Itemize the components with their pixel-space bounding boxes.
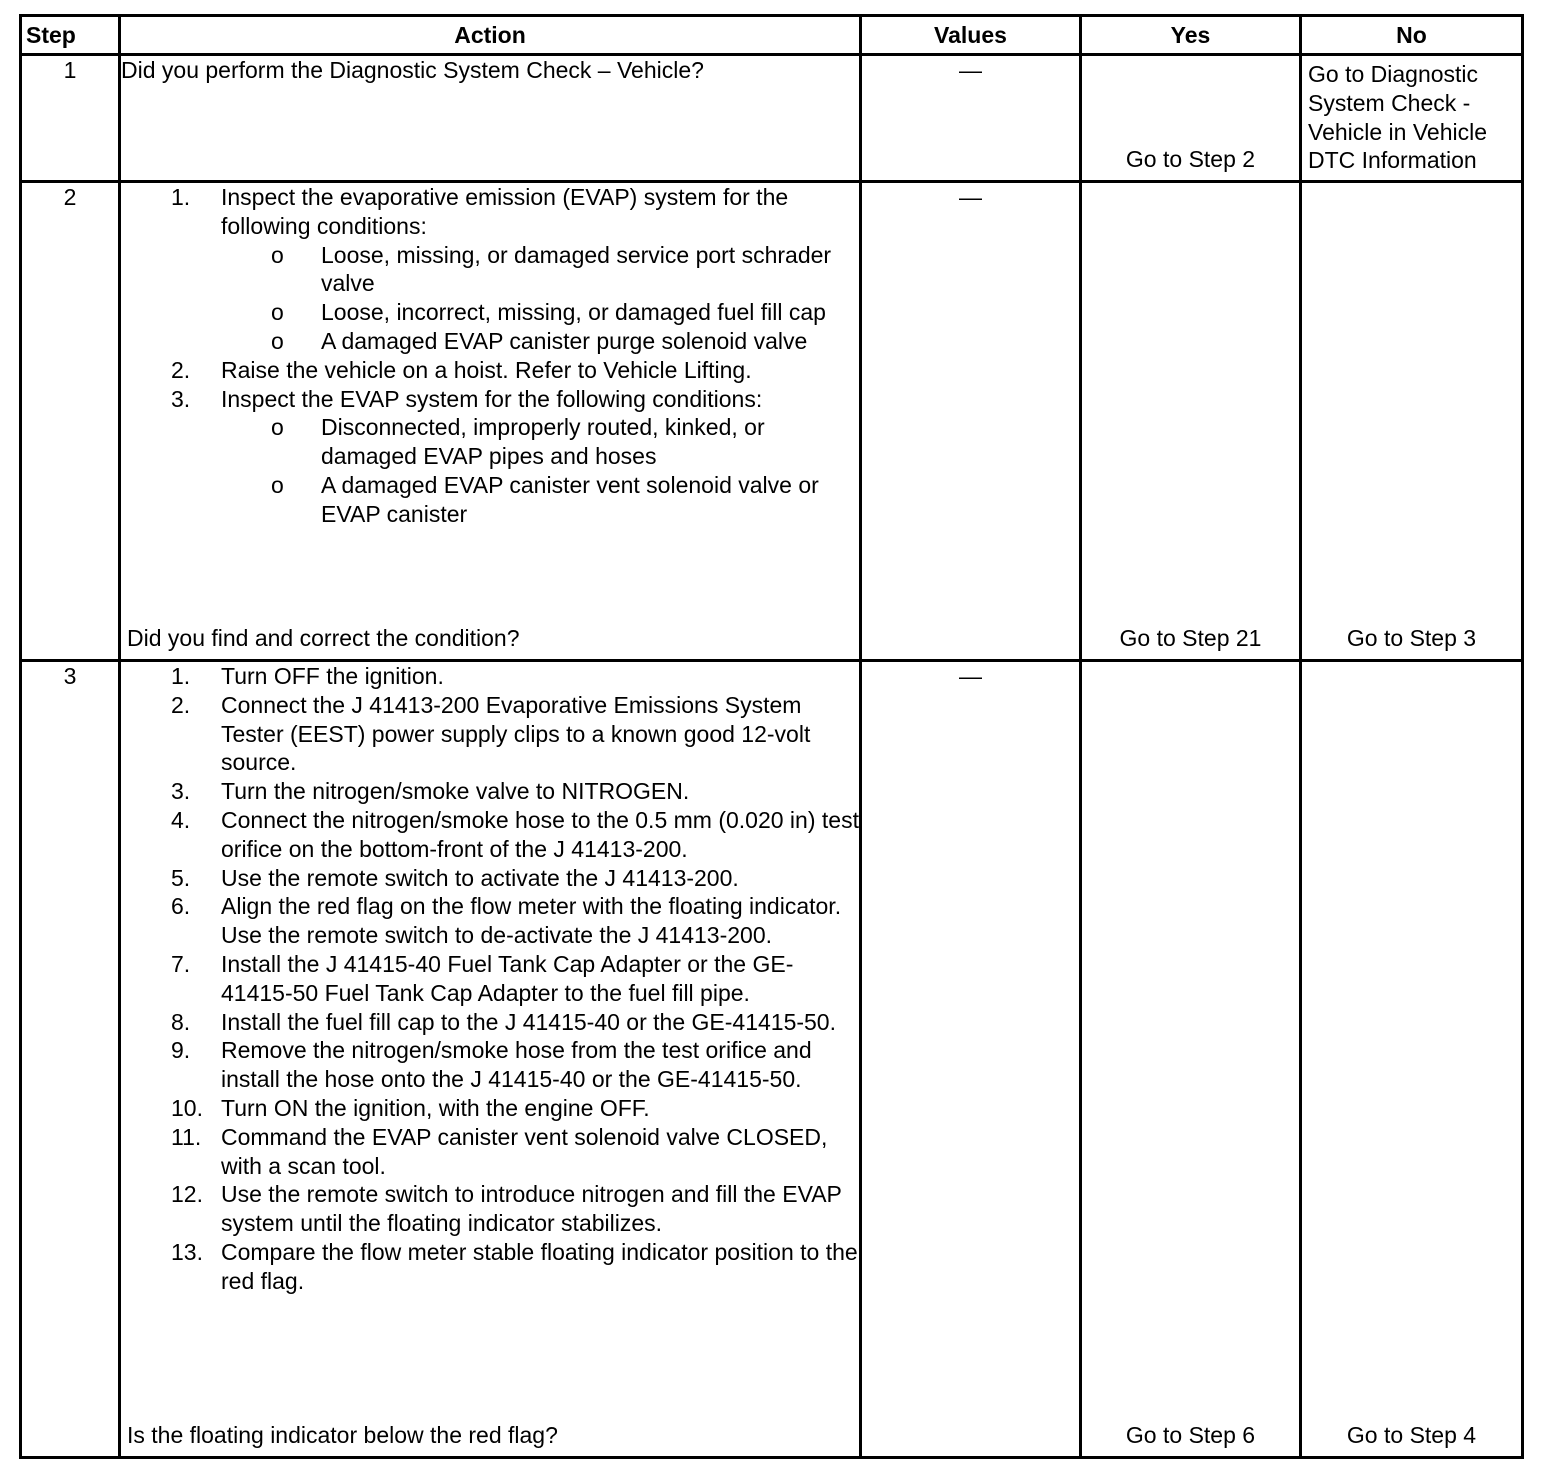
table-row [21,182,1523,661]
table-row [21,55,1523,182]
procedure-step [121,864,859,893]
action-cell [120,661,861,1458]
yes-answer: Go to Step 6 [1125,1422,1256,1449]
procedure-step [121,1238,859,1296]
step-number: 3 [21,661,120,1458]
procedure-step [121,806,859,864]
procedure-step-text: Use the remote switch to introduce nitrogen and fill the EVAP system until the floating indicator stabilizes. [221,1181,842,1237]
procedure-step-text: Install the fuel fill cap to the J 41415-40 or the GE-41415-50. [221,1008,836,1035]
procedure-step-text: Connect the J 41413-200 Evaporative Emissions System Tester (EEST) power supply clips to a known good 12-volt source. [221,691,811,776]
values-cell: — [861,182,1081,661]
condition-item [221,241,859,299]
procedure-step [121,1180,859,1238]
procedure-step-text: Command the EVAP canister vent solenoid valve CLOSED, with a scan tool. [221,1123,828,1179]
no-answer-line: DTC Information [1308,147,1477,174]
procedure-step-text: Turn ON the ignition, with the engine OFF. [221,1094,650,1121]
yes-cell [1081,661,1301,1458]
procedure-step [121,892,859,950]
procedure-step-text: Remove the nitrogen/smoke hose from the test orifice and install the hose onto the J 41415-40 or the GE-41415-50. [221,1037,812,1093]
procedure-step-number: 1. [171,663,191,689]
yes-answer: Go to Step 21 [1119,625,1262,652]
procedure-step-number: 4. [171,806,191,833]
no-answer-line: Go to Diagnostic [1308,61,1479,87]
condition-text: Disconnected, improperly routed, kinked, or damaged EVAP pipes and hoses [321,414,765,470]
yes-cell [1081,55,1301,182]
procedure-step-number: 10. [171,1094,203,1121]
yes-cell [1081,182,1301,661]
procedure-step-text: Connect the nitrogen/smoke hose to the 0.5 mm (0.020 in) test orifice on the bottom-front of the J 41413-200. [221,806,859,862]
condition-list [221,241,859,356]
procedure-step [121,356,859,385]
procedure-step-number: 11. [171,1123,202,1150]
procedure-step [121,385,859,529]
condition-text: A damaged EVAP canister purge solenoid valve [321,327,808,354]
procedure-step-number: 12. [171,1181,203,1208]
procedure-step-number: 8. [171,1008,191,1035]
action-question: Is the floating indicator below the red flag? [127,1422,558,1449]
condition-item [221,413,859,471]
procedure-step [121,1008,859,1037]
procedure-step-number: 13. [171,1238,203,1265]
condition-item [221,327,859,356]
procedure-step-number: 7. [171,950,191,977]
procedure-step-text: Inspect the evaporative emission (EVAP) system for the following conditions: [221,184,789,239]
procedure-list [121,662,859,1296]
procedure-step-text: Use the remote switch to activate the J 41413-200. [221,864,739,891]
condition-item [221,471,859,529]
procedure-step [121,183,859,356]
no-answer: Go to Step 4 [1346,1422,1477,1449]
no-answer [1308,60,1517,175]
procedure-step [121,1094,859,1123]
procedure-step-number: 9. [171,1037,191,1064]
header-action: Action [120,16,861,55]
action-cell [120,182,861,661]
diagnostic-table [19,14,1524,1459]
procedure-step-text: Turn OFF the ignition. [221,663,444,689]
action-cell [120,55,861,182]
table-row [21,661,1523,1458]
procedure-step-text: Turn the nitrogen/smoke valve to NITROGEN. [221,778,690,805]
no-answer-line: Vehicle in Vehicle [1308,118,1488,145]
header-values: Values [861,16,1081,55]
condition-text: Loose, incorrect, missing, or damaged fuel fill cap [321,299,826,326]
procedure-step [121,777,859,806]
no-answer-line: System Check - [1308,89,1471,116]
bullet: o [271,241,284,268]
procedure-step-number: 2. [171,691,191,718]
procedure-step-text: Compare the flow meter stable floating indicator position to the red flag. [221,1238,858,1294]
bullet: o [271,327,284,354]
no-answer: Go to Step 3 [1346,625,1477,652]
procedure-step [121,950,859,1008]
condition-text: Loose, missing, or damaged service port schrader valve [321,241,832,297]
procedure-step-number: 3. [171,385,191,412]
values-cell: — [861,55,1081,182]
procedure-step-text: Align the red flag on the flow meter with the floating indicator. Use the remote switch to de-activate the J 41413-200. [221,893,842,949]
bullet: o [271,414,284,441]
condition-item [221,298,859,327]
procedure-step [121,691,859,777]
procedure-step [121,662,859,691]
condition-text: A damaged EVAP canister vent solenoid valve or EVAP canister [321,471,819,527]
procedure-list [121,183,859,529]
procedure-step-text: Install the J 41415-40 Fuel Tank Cap Adapter or the GE-41415-50 Fuel Tank Cap Adapter to the fuel fill pipe. [221,950,794,1006]
step-number: 2 [21,182,120,661]
header-row [21,16,1523,55]
procedure-step-number: 1. [171,184,191,210]
yes-answer: Go to Step 2 [1125,146,1256,173]
procedure-step-number: 3. [171,778,191,805]
bullet: o [271,471,284,498]
step-number: 1 [21,55,120,182]
header-yes: Yes [1081,16,1301,55]
condition-list [221,413,859,528]
no-cell [1301,55,1523,182]
values-cell: — [861,661,1081,1458]
procedure-step-number: 6. [171,893,191,920]
procedure-step [121,1123,859,1181]
no-cell [1301,661,1523,1458]
action-question: Did you find and correct the condition? [127,625,520,652]
action-question: Did you perform the Diagnostic System Check – Vehicle? [121,57,704,83]
header-no: No [1301,16,1523,55]
procedure-step [121,1036,859,1094]
procedure-step-number: 5. [171,864,191,891]
no-cell [1301,182,1523,661]
bullet: o [271,299,284,326]
procedure-step-text: Inspect the EVAP system for the following conditions: [221,385,763,412]
procedure-step-number: 2. [171,356,191,383]
header-step: Step [21,16,120,55]
procedure-step-text: Raise the vehicle on a hoist. Refer to Vehicle Lifting. [221,356,752,383]
